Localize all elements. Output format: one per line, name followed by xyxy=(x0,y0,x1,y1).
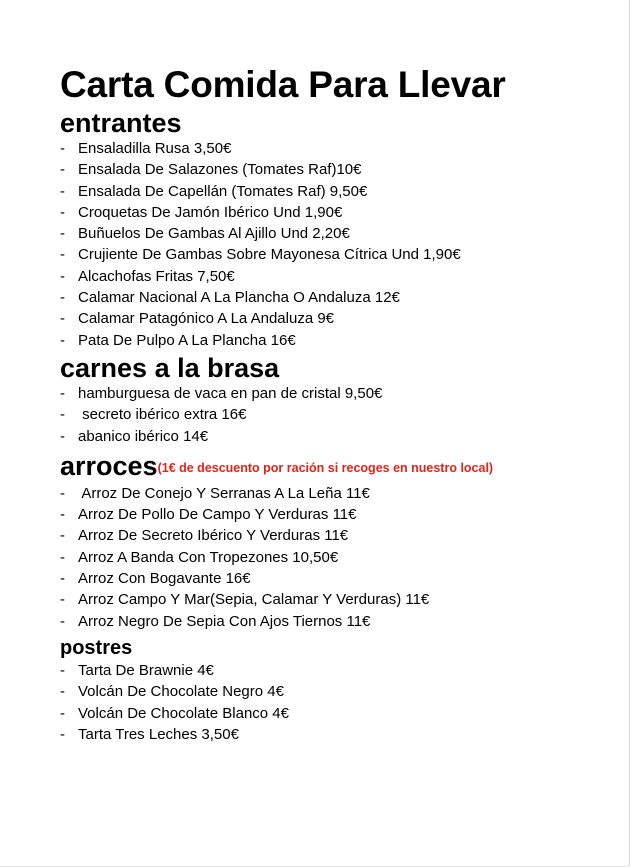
entrantes-list xyxy=(60,138,620,351)
menu-item xyxy=(60,308,620,329)
menu-item xyxy=(60,244,620,265)
menu-item-text: Arroz De Pollo De Campo Y Verduras 11€ xyxy=(78,506,357,524)
bullet-dash: - xyxy=(60,484,65,502)
arroces-list xyxy=(60,483,620,632)
section-title-carnes: carnes a la brasa xyxy=(60,352,280,383)
menu-item xyxy=(60,611,620,632)
menu-item xyxy=(60,330,620,351)
bullet-dash: - xyxy=(60,182,65,200)
menu-item-text: Arroz Negro De Sepia Con Ajos Tiernos 11€ xyxy=(78,612,371,630)
menu-item-text: Arroz Campo Y Mar(Sepia, Calamar Y Verduras) 11€ xyxy=(78,591,430,609)
menu-item-text: secreto ibérico extra 16€ xyxy=(78,406,247,424)
bullet-dash: - xyxy=(60,612,65,630)
bullet-dash: - xyxy=(60,161,65,179)
menu-item xyxy=(60,159,620,180)
menu-item xyxy=(60,287,620,308)
menu-document xyxy=(60,62,620,745)
menu-item xyxy=(60,181,620,202)
bullet-dash: - xyxy=(60,683,65,701)
menu-item xyxy=(60,681,620,702)
menu-item-text: Tarta De Brawnie 4€ xyxy=(78,661,214,679)
menu-item-text: Croquetas De Jamón Ibérico Und 1,90€ xyxy=(78,203,343,221)
menu-item-text: Ensalada De Salazones (Tomates Raf)10€ xyxy=(78,161,362,179)
section-title-entrantes: entrantes xyxy=(60,108,182,138)
menu-item xyxy=(60,266,620,287)
menu-item-text: Volcán De Chocolate Blanco 4€ xyxy=(78,704,289,722)
arroces-discount-note: (1€ de descuento por ración si recoges en nuestro local) xyxy=(157,460,494,475)
bullet-dash: - xyxy=(60,506,65,524)
menu-title: Carta Comida Para Llevar xyxy=(60,64,506,105)
menu-item-text: Volcán De Chocolate Negro 4€ xyxy=(78,683,284,701)
menu-item xyxy=(60,483,620,504)
menu-item-text: Calamar Patagónico A La Andaluza 9€ xyxy=(78,310,335,328)
menu-item-text: Arroz De Secreto Ibérico Y Verduras 11€ xyxy=(78,527,349,545)
menu-item xyxy=(60,525,620,546)
menu-item xyxy=(60,703,620,724)
menu-item xyxy=(60,202,620,223)
carnes-list xyxy=(60,383,620,447)
menu-item xyxy=(60,426,620,447)
bullet-dash: - xyxy=(60,527,65,545)
menu-item xyxy=(60,138,620,159)
bullet-dash: - xyxy=(60,225,65,243)
bullet-dash: - xyxy=(60,289,65,307)
bullet-dash: - xyxy=(60,406,65,424)
menu-item xyxy=(60,724,620,745)
menu-item xyxy=(60,589,620,610)
bullet-dash: - xyxy=(60,591,65,609)
bullet-dash: - xyxy=(60,661,65,679)
section-postres xyxy=(60,636,620,745)
menu-item-text: Ensalada De Capellán (Tomates Raf) 9,50€ xyxy=(78,182,368,200)
menu-item-text: hamburguesa de vaca en pan de cristal 9,50€ xyxy=(78,384,383,402)
arroces-title-text: arroces xyxy=(60,450,158,481)
menu-item-text: Ensaladilla Rusa 3,50€ xyxy=(78,140,232,157)
bullet-dash: - xyxy=(60,704,65,722)
postres-list xyxy=(60,660,620,745)
menu-item xyxy=(60,547,620,568)
menu-item xyxy=(60,223,620,244)
bullet-dash: - xyxy=(60,267,65,285)
bullet-dash: - xyxy=(60,725,65,743)
menu-item xyxy=(60,504,620,525)
menu-item-text: abanico ibérico 14€ xyxy=(78,427,209,445)
menu-item-text: Calamar Nacional A La Plancha O Andaluza 12€ xyxy=(78,289,400,307)
menu-item-text: Arroz De Conejo Y Serranas A La Leña 11€ xyxy=(78,484,370,502)
menu-item-text: Crujiente De Gambas Sobre Mayonesa Cítrica Und 1,90€ xyxy=(78,246,461,264)
menu-item-text: Pata De Pulpo A La Plancha 16€ xyxy=(78,331,296,349)
menu-item-text: Buñuelos De Gambas Al Ajillo Und 2,20€ xyxy=(78,225,350,243)
menu-item-text: Alcachofas Fritas 7,50€ xyxy=(78,267,235,285)
section-entrantes xyxy=(60,108,620,351)
section-title-postres: postres xyxy=(60,636,133,659)
menu-item-text: Arroz Con Bogavante 16€ xyxy=(78,570,251,588)
bullet-dash: - xyxy=(60,246,65,264)
menu-item xyxy=(60,568,620,589)
section-title-arroces xyxy=(60,451,620,483)
section-arroces xyxy=(60,451,620,632)
bullet-dash: - xyxy=(60,570,65,588)
bullet-dash: - xyxy=(60,427,65,445)
menu-item xyxy=(60,383,620,404)
menu-item xyxy=(60,404,620,425)
menu-item-text: Tarta Tres Leches 3,50€ xyxy=(78,725,239,743)
bullet-dash: - xyxy=(60,384,65,402)
bullet-dash: - xyxy=(60,548,65,566)
bullet-dash: - xyxy=(60,140,65,157)
bullet-dash: - xyxy=(60,310,65,328)
menu-item-text: Arroz A Banda Con Tropezones 10,50€ xyxy=(78,548,339,566)
bullet-dash: - xyxy=(60,203,65,221)
menu-item xyxy=(60,660,620,681)
section-carnes xyxy=(60,353,620,447)
bullet-dash: - xyxy=(60,331,65,349)
